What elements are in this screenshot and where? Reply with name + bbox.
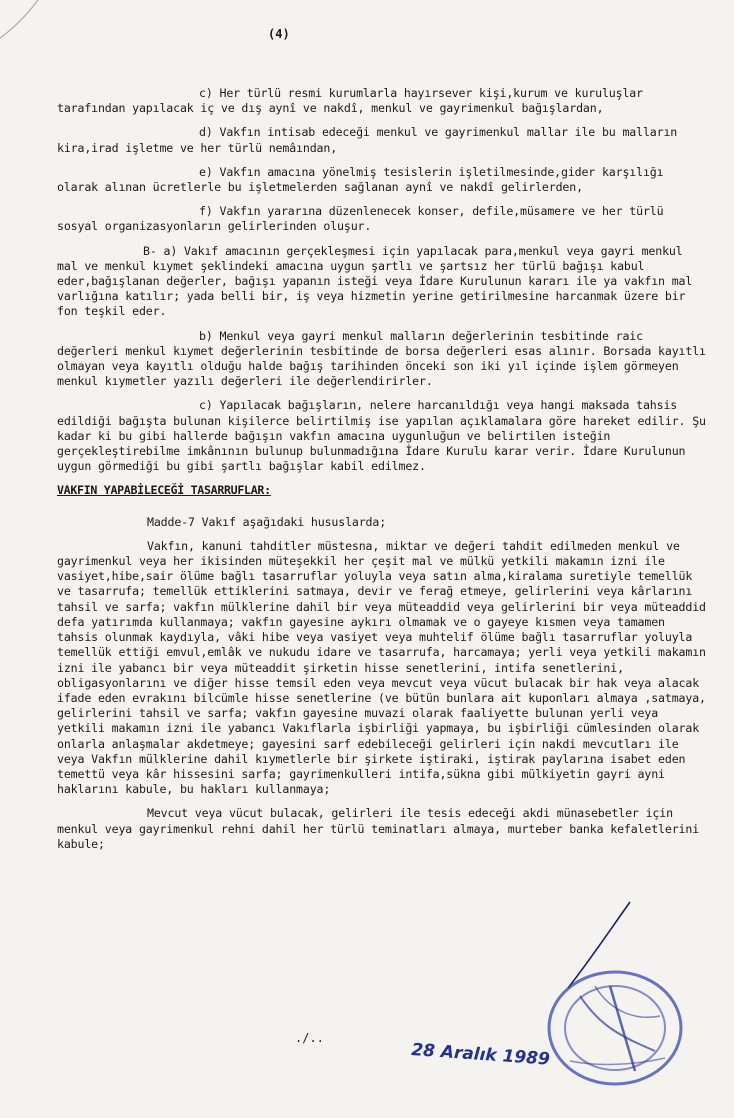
- date-stamp: 28 Aralık 1989: [410, 1040, 551, 1070]
- paragraph: B- a) Vakıf amacının gerçekleşmesi için yapılacak para,menkul veya gayri menkul mal ve menkul kıymet şeklindeki amacına uygun şartlı ve şartsız her türlü bağışı kabul eder,bağışlanan değerler, bağışı yapanın isteği veya İdare Kurulunun kararı ile ya vakfın mal varlığına katılır; yada belli bir, iş veya hizmetin yerine getirilmesine harcanmak üzere bir fon teşkil eder.: [57, 243, 700, 319]
- paragraph: f) Vakfın yararına düzenlenecek konser, defile,müsamere ve her türlü sosyal organizasyonların gelirlerinden oluşur.: [57, 204, 671, 234]
- page-number: (4): [268, 27, 290, 41]
- paragraph: Mevcut veya vücut bulacak, gelirleri ile tesis edeceği akdi münasebetler için menkul veya gayrimenkul rehni dahil her türlü teminatları almaya, murteber banka kefaletlerini kabule;: [57, 806, 706, 851]
- corner-fold-mark: [0, 0, 60, 40]
- paragraph: e) Vakfın amacına yönelmiş tesislerin işletilmesinde,gider karşılığı olarak alınan ücretlerle bu işletmelerden sağlanan aynî ve nakdî gelirlerden,: [57, 164, 671, 195]
- official-seal-stamp: [540, 966, 690, 1091]
- paragraph: c) Yapılacak bağışların, nelere harcanıldığı veya hangi maksada tahsis edildiği bağışta bulunan kişilerce belirtilmiş ise yapılan açıklamalara göre hareket edilir. Şu kadar ki bu gibi hallerde bağışın vakfın amacına uygunluğun ve belirtilen isteğin gerçekleştirebilme imkânının bulunup bulunmadığına İdare Kurulu karar verir. İdare Kurulunun uygun görmediği bu gibi şartlı bağışlar kabil edilmez.: [57, 398, 713, 474]
- paragraph: b) Menkul veya gayri menkul malların değerlerinin tesbitinde raic değerleri menkul kıymet değerlerinin tesbitinde de borsa değerleri esas alınır. Borsada kayıtlı olmayan veya kayıtlı olduğu halde bağış tarihinden önceki son iki yıl içinde işlem görmeyen menkul kıymetler yazılı değerleri ile değerlendirirler.: [57, 328, 713, 389]
- document-body: [57, 86, 713, 861]
- section-income-sources: [57, 86, 713, 474]
- section-heading: VAKFIN YAPABİLECEĞİ TASARRUFLAR:: [57, 483, 271, 498]
- paragraph: Vakfın, kanuni tahditler müstesna, miktar ve değeri tahdit edilmeden menkul ve gayrimenkul veya her ikisinden müteşekkil her çeşit mal ve mülkü yetkili makamın izni ile vasiyet,hibe,sair ölüme bağlı tasarruflar yoluyla veya satın alma,kiralama suretiyle temellük ve tasarrufa; temellük ettiklerini satmaya, devir ve ferağ etmeye, gelirlerini veya kârlarını tahsil ve sarfa; vakfın mülklerine dahil bir veya müteaddid veya gelirlerini bir veya müteaddid defa yatırımda kullanmaya; vakfın gayesine aykırı olmamak ve o gayeye kısmen veya tamamen tahsis olunmak kaydıyla, vâki hibe veya vasiyet veya muhtelif ölüme bağlı tasarruflar yoluyla temellük ettiği emvul,emlâk ve nukudu idare ve tasarrufa, harcamaya; yerli veya yetkili makamın izni ile yabancı bir veya müteaddit şirketin hisse senetlerini, intifa senetlerini, obligasyonlarını ve diğer hisse temsil eden veya mevcut veya vücut bulacak bir hak veya alacak ifade eden evrakını bilcümle hisse senetlerine (ve bütün bunlara ait kuponları almaya ,satmaya, gelirlerini tahsil ve sarfa; vakfın gayesine muvazi olarak faaliyette bulunan yerli veya yetkili makamın izni ile yabancı Vakıflarla işbirliği yapmaya, bu işbirliği cümlesinden olarak onlarla anlaşmalar akdetmeye; gayesini sarf edebileceği gelirleri için nakdi mevcutları ile veya Vakfın mülklerine dahil kıymetlerle bir şirkete iştiraki, iştirak paylarına isabet eden temettü veya kâr hissesini sarfa; gayrimenkulleri intifa,sükna gibi mülkiyetin gayri ayni haklarını kabule, bu hakları kullanmaya;: [57, 538, 713, 797]
- continuation-mark: ./..: [295, 1031, 324, 1045]
- section-article-7: [57, 538, 713, 852]
- paragraph: c) Her türlü resmi kurumlarla hayırsever kişi,kurum ve kuruluşlar tarafından yapılacak iç ve dış aynî ve nakdî, menkul ve gayrimenkul bağışlardan,: [57, 86, 650, 116]
- article-title: Madde-7 Vakıf aşağıdaki hususlarda;: [147, 514, 387, 529]
- paragraph: d) Vakfın intisab edeceği menkul ve gayrimenkul mallar ile bu malların kira,irad işletme ve her türlü nemâından,: [57, 125, 684, 155]
